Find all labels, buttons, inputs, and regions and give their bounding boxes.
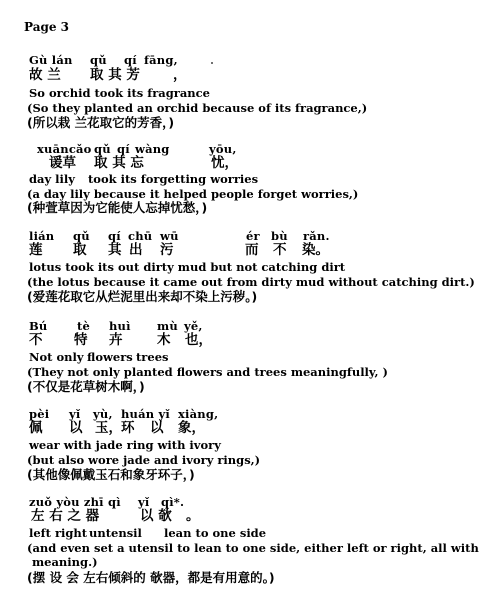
english-line-2: (a day lily because it helped people forget worries,)	[27, 187, 359, 201]
english-line-4: (They not only planted flowers and trees meaningfully, )	[27, 365, 388, 379]
hanzi-text: 以 欹	[140, 508, 172, 524]
pinyin-word: Gù lán	[29, 53, 73, 67]
hanzi-text: 左 右 之 器	[31, 508, 100, 524]
english-line-1: (So they planted an orchid because of its fragrance,)	[27, 101, 368, 115]
pinyin-word: huán yǐ	[121, 407, 170, 421]
hanzi-text: 染。	[302, 242, 329, 258]
pinyin-word: yǐ	[138, 495, 150, 509]
pinyin-word: qí	[108, 229, 121, 243]
chinese-line-4: (不仅是花草树木啊，)	[27, 379, 145, 394]
pinyin-word: rǎn.	[303, 229, 330, 243]
hanzi-text: 不	[273, 242, 287, 258]
hanzi-text: 木	[157, 332, 171, 348]
gloss-line-5: wear with jade ring with ivory	[29, 438, 221, 452]
pinyin-word: wū	[160, 229, 179, 243]
hanzi-text: 。	[186, 508, 200, 524]
chinese-line-5: (其他像佩戴玉石和象牙环子，)	[27, 467, 195, 482]
gloss-text: took its forgetting worries	[88, 172, 259, 186]
hanzi-text: 也，	[185, 332, 212, 348]
hanzi-text: 莲	[29, 242, 43, 258]
hanzi-text: 不	[29, 332, 43, 348]
pinyin-word: zuǒ yòu zhī qì	[29, 495, 121, 509]
pinyin-word: xuāncǎo	[37, 142, 92, 156]
gloss-text: lean to one side	[164, 526, 267, 540]
gloss-text: flowers	[87, 350, 133, 364]
pinyin-word: mù	[157, 319, 178, 333]
hanzi-text: 取 其 忘	[94, 155, 144, 171]
hanzi-text: 其	[108, 242, 122, 258]
gloss-text: untensil	[89, 526, 142, 540]
hanzi-text: 卉	[109, 332, 123, 348]
pinyin-word: tè	[77, 319, 91, 333]
page-label: Page 3	[24, 20, 70, 34]
pinyin-word: qí	[124, 53, 137, 67]
pinyin-word: yōu,	[209, 142, 237, 156]
pinyin-word: ér	[246, 229, 260, 243]
gloss-text: day lily	[29, 172, 75, 186]
pinyin-word: yǐ	[69, 407, 81, 421]
hanzi-text: 玉，	[95, 420, 122, 436]
pinyin-word: pèi	[29, 407, 50, 421]
hanzi-text: ，	[173, 67, 187, 83]
pinyin-word: bù	[271, 229, 288, 243]
english-line-6-cont: meaning.)	[32, 555, 98, 569]
gloss-line-3: lotus took its out dirty mud but not catching dirt	[29, 260, 346, 274]
pinyin-word: lián	[29, 229, 55, 243]
pinyin-word: qì*.	[161, 495, 185, 509]
hanzi-text: 以	[150, 420, 164, 436]
gloss-text: trees	[136, 350, 169, 364]
gloss-text: left right	[29, 526, 88, 540]
chinese-line-2: (种萱草因为它能使人忘掉忧愁，)	[27, 200, 208, 215]
pinyin-word: qǔ	[73, 229, 90, 243]
hanzi-text: 取	[73, 242, 87, 258]
hanzi-text: 取 其 芳	[90, 67, 140, 83]
hanzi-text: 故 兰	[29, 67, 61, 83]
hanzi-text: 以	[69, 420, 83, 436]
pinyin-word: yě,	[184, 319, 203, 333]
pinyin-word: Bú	[29, 319, 48, 333]
hanzi-text: 污	[160, 242, 174, 258]
pinyin-word: xiàng,	[178, 407, 219, 421]
hanzi-text: 环	[121, 420, 135, 436]
hanzi-text: 特	[74, 332, 88, 348]
english-line-6: (and even set a utensil to lean to one side, either left or right, all with	[27, 541, 479, 555]
pinyin-word: chū	[128, 229, 153, 243]
gloss-line-1: So orchid took its fragrance	[29, 86, 210, 100]
hanzi-text: 谖草	[49, 155, 76, 171]
pinyin-word: yù,	[93, 407, 113, 421]
english-line-5: (but also wore jade and ivory rings,)	[27, 453, 261, 467]
pinyin-word: qǔ	[90, 53, 107, 67]
hanzi-text: 而	[245, 242, 259, 258]
hanzi-text: 佩	[29, 420, 43, 436]
chinese-line-6: (摆 设 会 左右倾斜的 欹器，都是有用意的。)	[27, 570, 275, 585]
pinyin-word: fāng,	[144, 53, 178, 67]
chinese-line-3: (爱莲花取它从烂泥里出来却不染上污秽。)	[27, 289, 258, 304]
gloss-text: Not only	[29, 350, 84, 364]
pinyin-word: huì	[109, 319, 131, 333]
pinyin-word: qí	[117, 142, 130, 156]
chinese-line-1: (所以栽 兰花取它的芳香，)	[27, 115, 175, 130]
hanzi-text: 象，	[178, 420, 205, 436]
pinyin-word: wàng	[135, 142, 170, 156]
speck-mark	[211, 62, 213, 64]
pinyin-word: qǔ	[94, 142, 111, 156]
hanzi-text: 忧，	[211, 155, 238, 171]
hanzi-text: 出	[129, 242, 143, 258]
english-line-3: (the lotus because it came out from dirty mud without catching dirt.)	[27, 275, 475, 289]
